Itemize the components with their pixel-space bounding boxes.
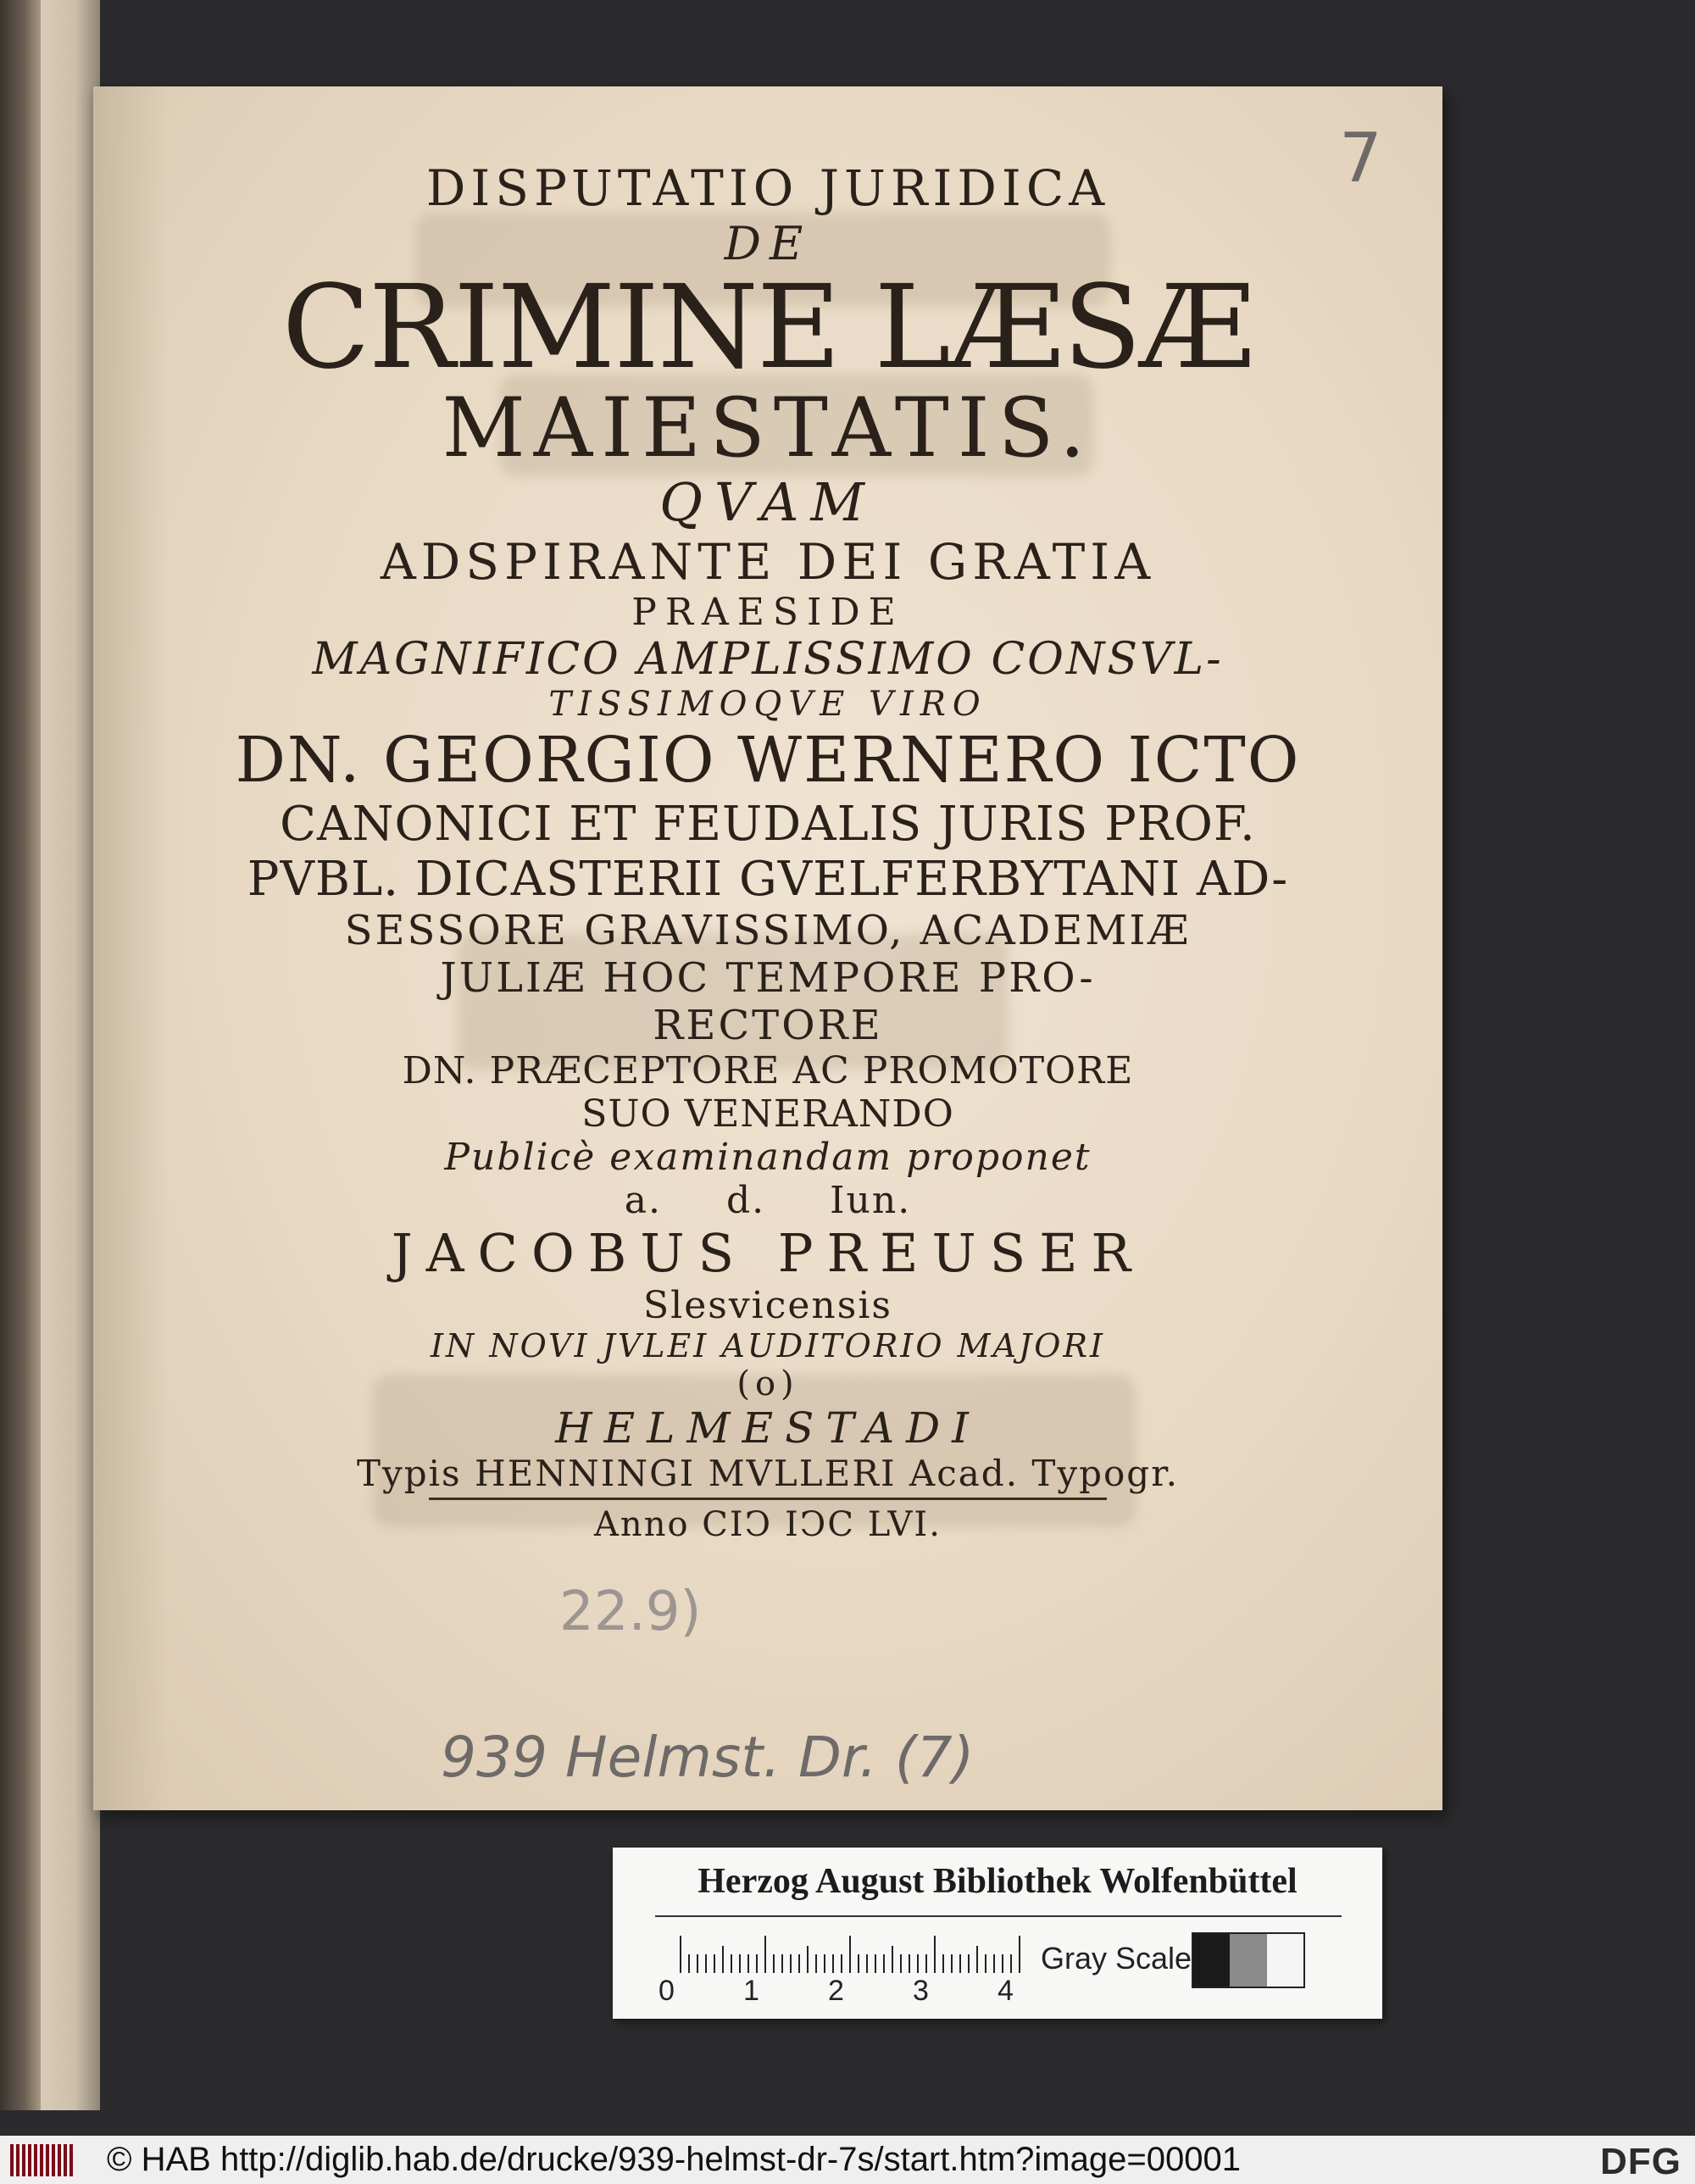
title-line: PVBL. DICASTERII GVELFERBYTANI AD-: [247, 851, 1289, 907]
divider-rule: [429, 1498, 1107, 1500]
title-line: a. d. Iun.: [624, 1178, 912, 1222]
pencil-shelf-note: 22.9): [559, 1581, 702, 1643]
gray-swatch-dark: [1193, 1934, 1230, 1987]
title-line: Publicè examinandam proponet: [444, 1135, 1092, 1179]
title-line: CANONICI ET FEUDALIS JURIS PROF.: [280, 796, 1256, 852]
title-line: CRIMINE LÆSÆ: [281, 261, 1254, 395]
color-reference-card: [613, 1848, 1382, 2019]
gray-scale-swatches: [1192, 1932, 1305, 1988]
title-line: PRAESIDE: [631, 590, 904, 634]
title-line: TISSIMOQVE VIRO: [548, 684, 987, 724]
title-line: MAIESTATIS.: [442, 381, 1094, 475]
title-line: Slesvicensis: [642, 1283, 892, 1327]
title-line: DE: [724, 217, 812, 270]
library-name: Herzog August Bibliothek Wolfenbüttel: [697, 1862, 1298, 1901]
title-line: ADSPIRANTE DEI GRATIA: [380, 532, 1156, 591]
gray-swatch-mid: [1230, 1934, 1266, 1987]
title-line: Anno CIↃ IↃC LVI.: [594, 1504, 942, 1544]
title-line: IN NOVI JVLEI AUDITORIO MAJORI: [430, 1326, 1105, 1364]
pencil-page-number: 7: [1339, 119, 1382, 197]
ruler-label: 0: [659, 1975, 675, 2007]
ruler-labels: [659, 1975, 1167, 2009]
title-line: SUO VENERANDO: [581, 1092, 954, 1136]
book-spine: [0, 0, 41, 2110]
gray-swatch-light: [1267, 1934, 1303, 1987]
ruler-label: 4: [998, 1975, 1014, 2007]
title-line: JACOBUS PREUSER: [391, 1221, 1145, 1284]
ruler-label: 3: [913, 1975, 929, 2007]
ruler-label: 2: [828, 1975, 844, 2007]
title-line: DN. PRÆCEPTORE AC PROMOTORE: [402, 1048, 1134, 1092]
title-line: DISPUTATIO JURIDICA: [425, 159, 1110, 217]
footer-bar: [0, 2136, 1695, 2184]
gray-scale-label: Gray Scale: [1041, 1941, 1192, 1976]
title-line: JULIÆ HOC TEMPORE PRO-: [440, 953, 1096, 1002]
ruler-label: 1: [743, 1975, 759, 2007]
hab-logo-icon: [10, 2143, 78, 2177]
title-line: Typis HENNINGI MVLLERI Acad. Typogr.: [356, 1452, 1180, 1494]
title-line: QVAM: [659, 470, 876, 533]
source-url-text[interactable]: © HAB http://diglib.hab.de/drucke/939-helmst-dr-7s/start.htm?image=00001: [107, 2141, 1241, 2178]
title-line: RECTORE: [653, 1001, 883, 1049]
adjacent-page: [0, 0, 100, 2110]
title-text-block: [93, 159, 1442, 1544]
pencil-signature: 939 Helmst. Dr. (7): [441, 1725, 975, 1790]
card-divider: [655, 1915, 1342, 1917]
ornament: (o): [736, 1364, 799, 1403]
title-line: HELMESTADI: [555, 1403, 981, 1453]
title-line: SESSORE GRAVISSIMO, ACADEMIÆ: [344, 906, 1192, 954]
title-line: DN. GEORGIO WERNERO ICTO: [235, 723, 1301, 797]
dfg-logo: DFG: [1600, 2141, 1681, 2182]
title-line: MAGNIFICO AMPLISSIMO CONSVL-: [312, 633, 1224, 685]
